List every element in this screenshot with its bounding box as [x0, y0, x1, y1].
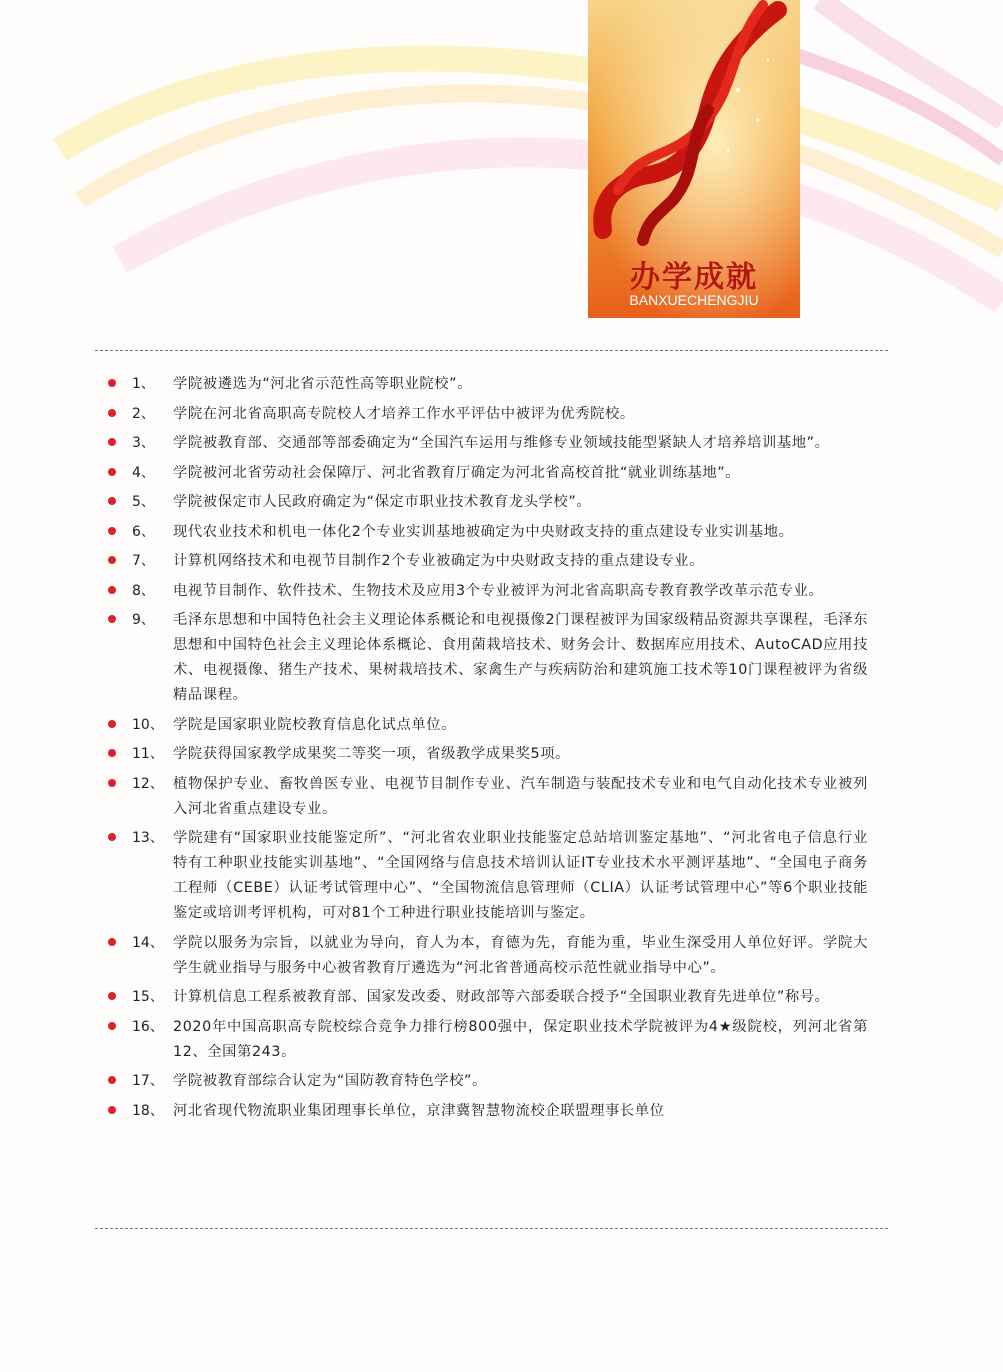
bullet-dot-icon: [108, 468, 116, 476]
bullet-dot-icon: [108, 497, 116, 505]
item-text: 学院被教育部综合认定为“国防教育特色学校”。: [173, 1073, 487, 1089]
bullet-dot-icon: [108, 992, 116, 1000]
bullet-dot-icon: [108, 1106, 116, 1114]
bullet-dot-icon: [108, 1076, 116, 1084]
item-text: 学院被遴选为“河北省示范性高等职业院校”。: [173, 376, 473, 392]
item-text: 学院以服务为宗旨，以就业为导向，育人为本，育德为先，育能为重，毕业生深受用人单位好评。学院大学生就业指导与服务中心被省教育厅遴选为“河北省普通高校示范性就业指导中心”。: [173, 934, 868, 976]
item-text: 学院在河北省高职高专院校人才培养工作水平评估中被评为优秀院校。: [173, 405, 635, 422]
bullet-dot-icon: [108, 438, 116, 446]
bullet-dot-icon: [108, 749, 116, 757]
list-item: [108, 742, 868, 767]
bullet-dot-icon: [108, 379, 116, 387]
section-title: 办学成就: [630, 260, 758, 295]
list-item: [108, 931, 868, 981]
list-item: [108, 579, 868, 604]
item-number: 15、: [132, 989, 164, 1005]
item-text: 2020年中国高职高专院校综合竞争力排行榜800强中，保定职业技术学院被评为4★级院校，列河北省第12、全国第243。: [173, 1018, 868, 1060]
item-number: 7、: [132, 553, 155, 569]
item-text: 学院被教育部、交通部等部委确定为“全国汽车运用与维修专业领域技能型紧缺人才培养培训基地”。: [173, 435, 830, 451]
list-item: [108, 461, 868, 486]
item-text: 毛泽东思想和中国特色社会主义理论体系概论和电视摄像2门课程被评为国家级精品资源共享课程，毛泽东思想和中国特色社会主义理论体系概论、食用菌栽培技术、财务会计、数据库应用技术、AutoCAD应用技术、电视摄像、猪生产技术、果树栽培技术、家禽生产与疾病防治和建筑施工技术等10门课程被评为省级精品课程。: [173, 612, 868, 703]
item-text: 学院是国家职业院校教育信息化试点单位。: [173, 716, 457, 733]
list-item: [108, 490, 868, 515]
list-item: [108, 402, 868, 427]
list-item: [108, 431, 868, 456]
item-text: 计算机网络技术和电视节目制作2个专业被确定为中央财政支持的重点建设专业。: [173, 553, 705, 569]
item-text: 电视节目制作、软件技术、生物技术及应用3个专业被评为河北省高职高专教育教学改革示范专业。: [173, 582, 824, 599]
list-item: [108, 826, 868, 926]
achievements-list: [108, 372, 868, 1128]
bullet-dot-icon: [108, 720, 116, 728]
item-text: 现代农业技术和机电一体化2个专业实训基地被确定为中央财政支持的重点建设专业实训基地。: [173, 523, 794, 540]
bullet-dot-icon: [108, 586, 116, 594]
item-text: 植物保护专业、畜牧兽医专业、电视节目制作专业、汽车制造与装配技术专业和电气自动化技术专业被列入河北省重点建设专业。: [173, 775, 868, 817]
item-number: 6、: [132, 523, 155, 540]
item-text: 计算机信息工程系被教育部、国家发改委、财政部等六部委联合授予“全国职业教育先进单位”称号。: [173, 989, 830, 1005]
list-item: [108, 549, 868, 574]
list-item: [108, 985, 868, 1010]
item-text: 学院被保定市人民政府确定为“保定市职业技术教育龙头学校”。: [173, 494, 592, 510]
item-text: 学院获得国家教学成果奖二等奖一项，省级教学成果奖5项。: [173, 746, 571, 762]
list-item: [108, 372, 868, 397]
bullet-dot-icon: [108, 556, 116, 564]
item-number: 12、: [132, 775, 164, 792]
bullet-dot-icon: [108, 938, 116, 946]
item-number: 5、: [132, 494, 155, 510]
list-item: [108, 1099, 868, 1124]
item-number: 11、: [132, 746, 164, 762]
top-divider: [95, 350, 888, 351]
item-number: 4、: [132, 464, 155, 481]
item-number: 13、: [132, 830, 164, 846]
bullet-dot-icon: [108, 833, 116, 841]
item-text: 学院被河北省劳动社会保障厅、河北省教育厅确定为河北省高校首批“就业训练基地”。: [173, 464, 741, 481]
bullet-dot-icon: [108, 1022, 116, 1030]
list-item: [108, 1069, 868, 1094]
list-item: [108, 772, 868, 822]
item-number: 8、: [132, 582, 155, 599]
item-number: 2、: [132, 405, 155, 422]
item-number: 16、: [132, 1018, 164, 1035]
item-number: 1、: [132, 376, 155, 392]
section-subtitle: BANXUECHENGJIU: [629, 292, 759, 308]
list-item: [108, 520, 868, 545]
bullet-dot-icon: [108, 615, 116, 623]
item-number: 9、: [132, 612, 155, 628]
item-number: 17、: [132, 1073, 164, 1089]
item-number: 14、: [132, 934, 164, 951]
bottom-divider: [95, 1228, 888, 1229]
decorative-background-arcs: [0, 0, 1003, 360]
list-item: [108, 1015, 868, 1065]
header-panel: [588, 0, 800, 318]
item-number: 10、: [132, 716, 164, 733]
item-text: 河北省现代物流职业集团理事长单位，京津冀智慧物流校企联盟理事长单位: [173, 1102, 665, 1119]
item-number: 18、: [132, 1102, 164, 1119]
bullet-dot-icon: [108, 409, 116, 417]
list-item: [108, 608, 868, 708]
item-number: 3、: [132, 435, 155, 451]
list-item: [108, 713, 868, 738]
item-text: 学院建有“国家职业技能鉴定所”、“河北省农业职业技能鉴定总站培训鉴定基地”、“河北省电子信息行业特有工种职业技能实训基地”、“全国网络与信息技术培训认证IT专业技术水平测评基地”、“全国电子商务工程师（CEBE）认证考试管理中心”、“全国物流信息管理师（CLIA）认证考试管理中心”等6个职业技能鉴定或培训考评机构，可对81个工种进行职业技能培训与鉴定。: [173, 830, 868, 921]
bullet-dot-icon: [108, 779, 116, 787]
bullet-dot-icon: [108, 527, 116, 535]
